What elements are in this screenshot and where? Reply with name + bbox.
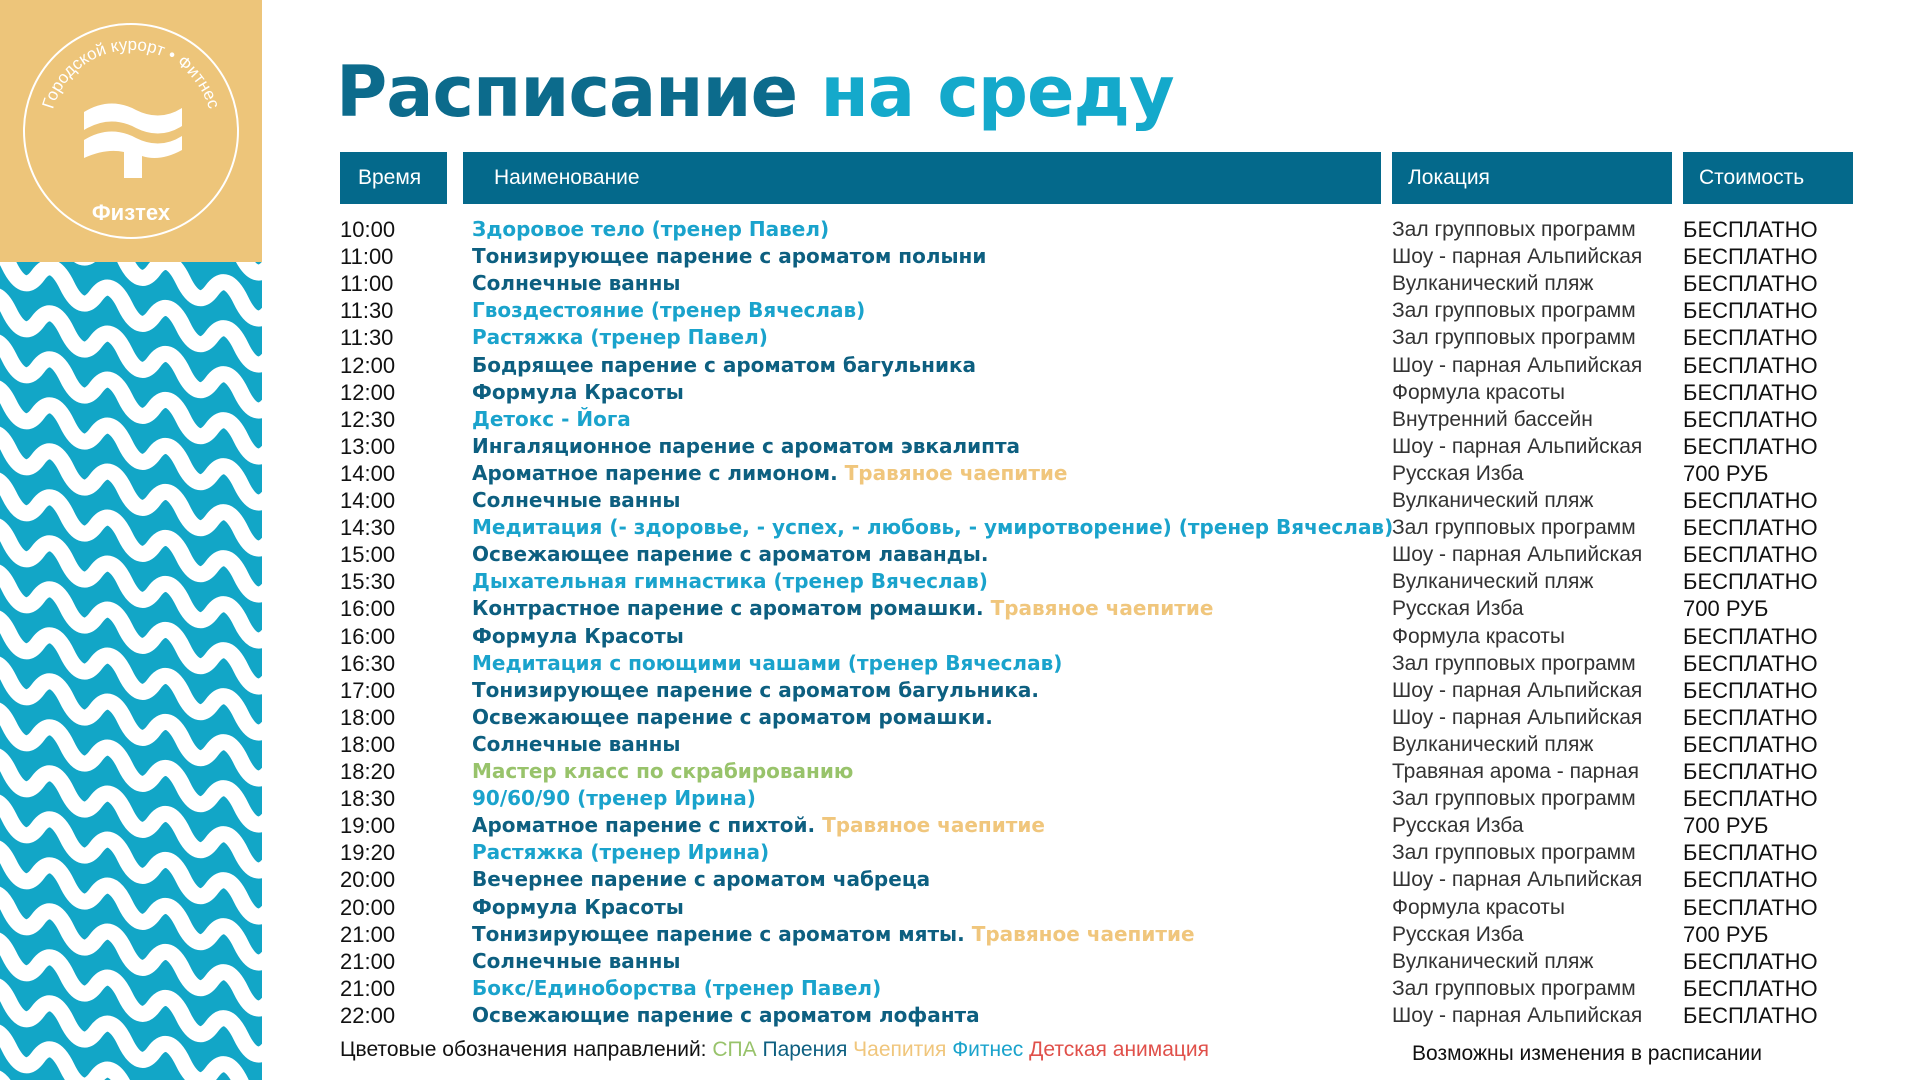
logo-bottom-text: Физтех <box>91 200 171 225</box>
row-time: 10:00 <box>340 217 396 242</box>
row-location: Русская Изба <box>1392 461 1524 485</box>
row-tea-note: Травяное чаепитие <box>990 596 1214 621</box>
table-row <box>0 352 1920 379</box>
row-time: 11:00 <box>340 244 394 270</box>
legend-tea: Чаепития <box>853 1038 947 1061</box>
row-activity-name: Солнечные ванны <box>472 271 681 296</box>
row-activity-name: Солнечные ванны <box>472 731 681 756</box>
row-time: 11:00 <box>340 271 394 297</box>
row-activity-name: Ароматное парение с пихтой. <box>472 813 816 838</box>
legend-spa: СПА <box>712 1038 757 1061</box>
table-row <box>0 758 1920 785</box>
row-time: 21:00 <box>340 948 396 974</box>
row-cost: 700 РУБ <box>1683 813 1769 839</box>
table-row <box>0 704 1920 731</box>
row-activity <box>472 975 881 1002</box>
row-location: Шоу - парная Альпийская <box>1392 543 1643 567</box>
row-activity-name: Формула Красоты <box>472 379 684 404</box>
row-activity-name: Солнечные ванны <box>472 488 681 512</box>
row-activity-name: Формула Красоты <box>472 623 684 648</box>
row-location: Шоу - парная Альпийская <box>1392 1003 1643 1027</box>
row-location: Формула красоты <box>1392 895 1566 919</box>
row-activity <box>472 650 1062 677</box>
row-activity <box>472 866 930 893</box>
row-activity-name: 90/60/90 (тренер Ирина) <box>472 786 756 811</box>
table-row <box>0 623 1920 650</box>
row-cost: БЕСПЛАТНО <box>1683 786 1818 812</box>
legend-kids: Детская анимация <box>1029 1038 1210 1061</box>
row-time: 16:00 <box>340 596 396 622</box>
row-location: Зал групповых программ <box>1392 326 1636 350</box>
row-time: 15:00 <box>340 542 396 568</box>
row-activity <box>472 677 1039 704</box>
row-activity-name: Медитация (- здоровье, - успех, - любовь, - умиротворение) (тренер Вячеслав) <box>472 515 1394 540</box>
row-location: Зал групповых программ <box>1392 976 1636 1000</box>
row-cost: БЕСПЛАТНО <box>1683 271 1818 297</box>
table-row <box>0 541 1920 568</box>
row-location: Формула красоты <box>1392 380 1566 404</box>
row-time: 12:30 <box>340 406 396 432</box>
row-cost: БЕСПЛАТНО <box>1683 731 1818 757</box>
row-location: Внутренний бассейн <box>1392 407 1593 431</box>
row-cost: БЕСПЛАТНО <box>1683 488 1818 513</box>
row-activity <box>472 379 684 406</box>
row-activity-name: Дыхательная гимнастика (тренер Вячеслав) <box>472 569 988 594</box>
table-row <box>0 866 1920 893</box>
row-activity <box>472 433 1020 460</box>
row-location: Русская Изба <box>1392 922 1524 946</box>
row-cost: БЕСПЛАТНО <box>1683 542 1818 568</box>
row-time: 11:30 <box>340 325 394 351</box>
row-activity <box>472 595 1213 622</box>
row-cost: БЕСПЛАТНО <box>1683 975 1818 1001</box>
page-title <box>336 48 1174 136</box>
row-time: 12:00 <box>340 379 396 405</box>
row-activity-name: Здоровое тело (тренер Павел) <box>472 217 830 241</box>
title-word-schedule: Расписание <box>336 51 798 133</box>
row-time: 18:30 <box>340 786 396 812</box>
table-row <box>0 324 1920 351</box>
table-row <box>0 948 1920 975</box>
row-activity-name: Бодрящее парение с ароматом багульника <box>472 352 977 377</box>
row-activity <box>472 839 769 866</box>
row-activity-name: Формула Красоты <box>472 894 684 919</box>
row-location: Вулканический пляж <box>1392 489 1594 512</box>
table-row <box>0 243 1920 270</box>
row-cost: БЕСПЛАТНО <box>1683 948 1818 974</box>
row-cost: БЕСПЛАТНО <box>1683 379 1818 405</box>
row-activity-name: Солнечные ванны <box>472 948 681 973</box>
row-cost: БЕСПЛАТНО <box>1683 217 1818 242</box>
color-legend <box>340 1036 1209 1064</box>
table-row <box>0 812 1920 839</box>
row-cost: БЕСПЛАТНО <box>1683 298 1818 324</box>
row-activity-name: Медитация с поющими чашами (тренер Вячеслав) <box>472 650 1063 675</box>
row-time: 18:00 <box>340 731 396 757</box>
row-cost: БЕСПЛАТНО <box>1683 325 1818 351</box>
row-activity <box>472 623 684 650</box>
row-cost: БЕСПЛАТНО <box>1683 623 1818 649</box>
row-cost: 700 РУБ <box>1683 460 1769 486</box>
row-activity <box>472 812 1045 839</box>
schedule-change-note: Возможны изменения в расписании <box>1412 1042 1763 1065</box>
column-header-name: Наименование <box>463 152 1381 204</box>
row-location: Шоу - парная Альпийская <box>1392 705 1643 729</box>
row-time: 22:00 <box>340 1002 396 1028</box>
table-row <box>0 514 1920 541</box>
row-activity-name: Ингаляционное парение с ароматом эвкалипта <box>472 433 1021 458</box>
row-cost: БЕСПЛАТНО <box>1683 759 1818 784</box>
table-row <box>0 433 1920 460</box>
row-cost: БЕСПЛАТНО <box>1683 433 1818 459</box>
row-activity <box>472 704 993 731</box>
table-row <box>0 595 1920 622</box>
table-row <box>0 650 1920 677</box>
row-time: 13:00 <box>340 433 396 459</box>
row-time: 14:00 <box>340 488 396 513</box>
row-cost: 700 РУБ <box>1683 921 1769 947</box>
row-activity <box>472 324 768 351</box>
column-header-location: Локация <box>1392 152 1672 204</box>
row-activity-name: Контрастное парение с ароматом ромашки. <box>472 596 984 621</box>
row-cost: БЕСПЛАТНО <box>1683 515 1818 541</box>
row-activity <box>472 352 976 379</box>
table-row <box>0 975 1920 1002</box>
row-time: 17:00 <box>340 677 396 703</box>
row-location: Зал групповых программ <box>1392 299 1636 323</box>
row-cost: БЕСПЛАТНО <box>1683 244 1818 270</box>
row-time: 14:30 <box>340 515 396 541</box>
row-activity-name: Растяжка (тренер Ирина) <box>472 840 770 865</box>
row-location: Зал групповых программ <box>1392 218 1636 241</box>
row-location: Зал групповых программ <box>1392 516 1636 540</box>
row-tea-note: Травяное чаепитие <box>822 813 1045 838</box>
logo-mark-icon <box>84 103 182 178</box>
row-activity-name: Освежающие парение с ароматом лофанта <box>472 1002 980 1027</box>
row-activity-name: Тонизирующее парение с ароматом мяты. <box>472 921 965 946</box>
legend-fitness: Фитнес <box>952 1038 1024 1061</box>
legend-steam: Парения <box>762 1038 848 1061</box>
row-time: 20:00 <box>340 894 396 920</box>
table-row <box>0 839 1920 866</box>
row-cost: БЕСПЛАТНО <box>1683 677 1818 703</box>
row-cost: БЕСПЛАТНО <box>1683 840 1818 866</box>
logo-arc-text: Городской курорт • Фитнес <box>38 34 224 111</box>
row-activity-name: Освежающее парение с ароматом ромашки. <box>472 704 993 729</box>
row-activity-name: Ароматное парение с лимоном. <box>472 460 838 485</box>
row-time: 21:00 <box>340 975 396 1001</box>
title-day: на среду <box>820 51 1174 133</box>
row-activity <box>472 297 865 324</box>
row-activity-name: Вечернее парение с ароматом чабреца <box>472 867 931 892</box>
table-row <box>0 379 1920 406</box>
row-activity <box>472 460 1068 487</box>
row-location: Шоу - парная Альпийская <box>1392 868 1643 892</box>
table-row <box>0 297 1920 324</box>
column-header-cost: Стоимость <box>1683 152 1853 204</box>
row-cost: 700 РУБ <box>1683 596 1769 622</box>
row-activity-name: Бокс/Единоборства (тренер Павел) <box>472 975 882 1000</box>
row-cost: БЕСПЛАТНО <box>1683 650 1818 676</box>
table-row <box>0 487 1920 514</box>
row-time: 19:00 <box>340 813 396 839</box>
row-tea-note: Травяное чаепитие <box>844 460 1068 485</box>
table-row <box>0 677 1920 704</box>
row-activity-name: Тонизирующее парение с ароматом багульника. <box>472 677 1040 702</box>
row-location: Русская Изба <box>1392 597 1524 621</box>
row-time: 18:20 <box>340 759 396 784</box>
row-activity <box>472 731 681 758</box>
row-location: Шоу - парная Альпийская <box>1392 353 1643 377</box>
row-location: Формула красоты <box>1392 624 1566 648</box>
row-tea-note: Травяное чаепитие <box>971 921 1195 946</box>
table-row <box>0 1002 1920 1029</box>
row-location: Вулканический пляж <box>1392 272 1594 296</box>
row-time: 21:00 <box>340 921 396 947</box>
row-location: Русская Изба <box>1392 814 1524 838</box>
table-row <box>0 894 1920 921</box>
table-row <box>0 921 1920 948</box>
row-activity-name: Тонизирующее парение с ароматом полыни <box>472 244 987 269</box>
row-cost: БЕСПЛАТНО <box>1683 1002 1818 1028</box>
row-cost: БЕСПЛАТНО <box>1683 867 1818 893</box>
row-cost: БЕСПЛАТНО <box>1683 569 1818 595</box>
row-location: Вулканический пляж <box>1392 949 1594 973</box>
row-cost: БЕСПЛАТНО <box>1683 352 1818 378</box>
row-activity <box>472 568 988 595</box>
row-activity <box>472 894 684 921</box>
row-time: 16:30 <box>340 650 396 676</box>
row-activity <box>472 216 829 243</box>
table-row <box>0 406 1920 433</box>
row-location: Вулканический пляж <box>1392 732 1594 756</box>
row-cost: БЕСПЛАТНО <box>1683 894 1818 920</box>
row-activity-name: Растяжка (тренер Павел) <box>472 325 768 350</box>
table-row <box>0 731 1920 758</box>
row-activity <box>472 514 1393 541</box>
row-activity <box>472 406 631 433</box>
table-row <box>0 216 1920 243</box>
row-time: 15:30 <box>340 569 396 595</box>
row-activity-name: Гвоздестояние (тренер Вячеслав) <box>472 298 866 323</box>
row-activity <box>472 758 853 785</box>
row-activity-name: Мастер класс по скрабированию <box>472 759 854 783</box>
table-row <box>0 785 1920 812</box>
row-time: 16:00 <box>340 623 396 649</box>
row-activity <box>472 948 681 975</box>
row-activity <box>472 243 986 270</box>
row-location: Вулканический пляж <box>1392 570 1594 594</box>
legend-label: Цветовые обозначения направлений: <box>340 1038 707 1061</box>
table-row <box>0 270 1920 297</box>
row-activity <box>472 541 988 568</box>
row-activity-name: Освежающее парение с ароматом лаванды. <box>472 542 989 567</box>
table-row <box>0 568 1920 595</box>
row-time: 11:30 <box>340 298 394 324</box>
row-cost: БЕСПЛАТНО <box>1683 406 1818 432</box>
row-time: 14:00 <box>340 460 396 486</box>
row-activity <box>472 270 681 297</box>
row-location: Шоу - парная Альпийская <box>1392 434 1643 458</box>
row-time: 12:00 <box>340 352 396 378</box>
row-location: Шоу - парная Альпийская <box>1392 245 1643 269</box>
row-time: 18:00 <box>340 704 396 730</box>
row-time: 20:00 <box>340 867 396 893</box>
row-activity <box>472 785 756 812</box>
row-location: Зал групповых программ <box>1392 651 1636 675</box>
row-location: Шоу - парная Альпийская <box>1392 678 1643 702</box>
row-activity <box>472 921 1195 948</box>
row-location: Зал групповых программ <box>1392 787 1636 811</box>
column-header-time: Время <box>340 152 447 204</box>
row-location: Травяная арома - парная <box>1392 760 1639 783</box>
row-time: 19:20 <box>340 840 396 866</box>
row-cost: БЕСПЛАТНО <box>1683 704 1818 730</box>
row-activity-name: Детокс - Йога <box>472 406 631 431</box>
row-activity <box>472 487 681 514</box>
row-activity <box>472 1002 980 1029</box>
row-location: Зал групповых программ <box>1392 841 1636 865</box>
table-row <box>0 460 1920 487</box>
